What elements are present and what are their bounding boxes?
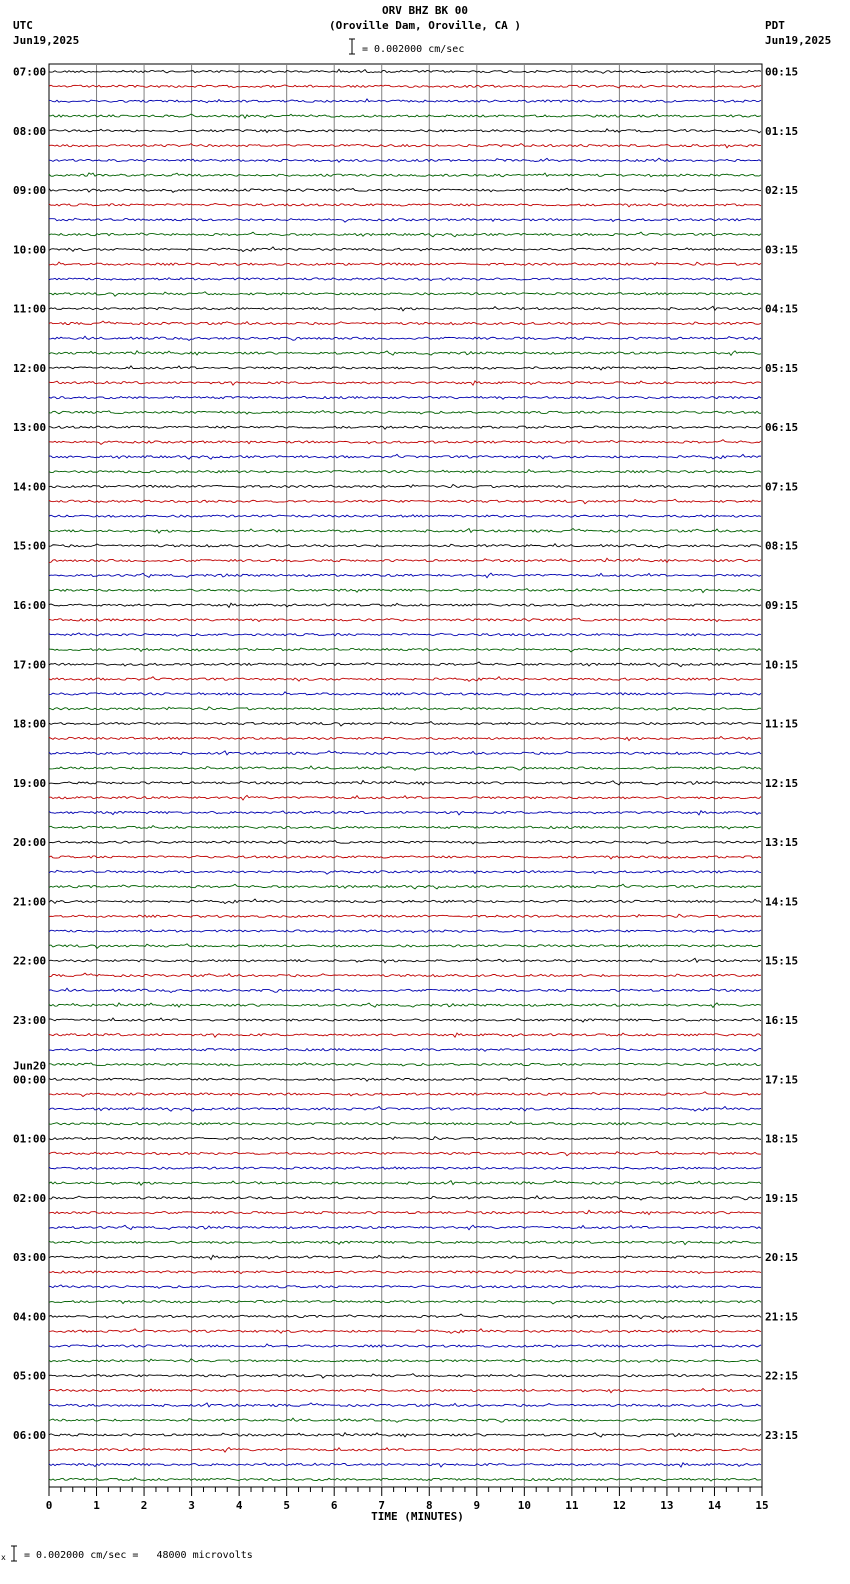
left-hour-label: 22:00 [13,954,47,968]
left-hour-label: 10:00 [13,243,47,257]
trace-line [49,99,761,103]
left-hour-label: 04:00 [13,1310,47,1324]
trace-line [49,1225,761,1230]
trace-line [49,751,761,755]
trace-line [49,1018,761,1022]
left-hour-label: 09:00 [13,184,47,198]
trace-line [49,411,761,415]
trace-line [49,515,761,517]
x-tick-label: 2 [140,1499,148,1512]
trace-line [49,173,761,177]
left-hour-label: 14:00 [13,480,47,494]
x-tick-label: 9 [473,1499,481,1512]
trace-line [49,1463,761,1467]
trace-line [49,485,761,488]
trace-line [49,1448,761,1453]
left-hour-label: 13:00 [13,421,47,435]
pdt-label: PDT [765,19,785,32]
left-hour-label: 06:00 [13,1428,47,1442]
right-hour-label: 00:15 [765,65,799,79]
trace-line [49,454,761,459]
trace-line [49,69,761,73]
trace-line [49,262,761,265]
right-hour-label: 19:15 [765,1191,799,1205]
right-hour-label: 04:15 [765,302,799,316]
left-hour-label: 17:00 [13,658,47,672]
x-tick-label: 10 [517,1499,531,1512]
trace-line [49,114,761,118]
trace-line [49,1418,761,1422]
x-tick-label: 8 [425,1499,433,1512]
left-hour-label: 01:00 [13,1132,47,1146]
trace-line [49,958,761,963]
svg-text:x: x [1,1553,6,1562]
trace-line [49,795,761,800]
trace-line [49,736,761,740]
footer-scale-note: = 0.002000 cm/sec = 48000 microvolts [24,1550,253,1561]
utc-date: Jun19,2025 [13,34,80,47]
trace-line [49,396,761,399]
trace-line [49,1122,761,1126]
trace-line [49,1151,761,1155]
trace-line [49,247,761,252]
trace-line [49,677,761,682]
left-hour-label: 15:00 [13,539,47,553]
right-hour-label: 09:15 [765,599,799,613]
trace-line [49,1181,761,1186]
pdt-date: Jun19,2025 [765,34,832,47]
trace-line [49,336,761,340]
trace-line [49,292,761,296]
left-hour-label: 11:00 [13,302,47,316]
footer-scale-bar-icon [0,1544,20,1564]
right-hour-label: 17:15 [765,1073,799,1087]
left-hour-label: 21:00 [13,895,47,909]
trace-line [49,573,761,578]
trace-line [49,1106,761,1111]
trace-line [49,988,761,992]
trace-line [49,1167,761,1169]
right-hour-label: 06:15 [765,421,799,435]
right-hour-label: 07:15 [765,480,799,494]
x-tick-label: 15 [755,1499,769,1512]
trace-line [49,1003,761,1008]
trace-line [49,1063,761,1067]
right-hour-label: 01:15 [765,124,799,138]
x-tick-label: 3 [188,1499,195,1512]
trace-line [49,529,761,534]
trace-line [49,158,761,162]
trace-line [49,1403,761,1407]
left-hour-label: 05:00 [13,1369,47,1383]
trace-line [49,633,761,636]
right-hour-label: 13:15 [765,836,799,850]
left-hour-label: 00:00 [13,1073,47,1087]
trace-line [49,589,761,593]
station-location: (Oroville Dam, Oroville, CA ) [328,19,522,32]
trace-line [49,218,761,222]
left-hour-label: 18:00 [13,717,47,731]
x-tick-label: 13 [660,1499,674,1512]
trace-line [49,1359,761,1363]
trace-line [49,1314,761,1319]
trace-line [49,603,761,607]
x-tick-label: 12 [612,1499,627,1512]
right-hour-label: 22:15 [765,1369,799,1383]
trace-line [49,662,761,667]
x-tick-label: 6 [330,1499,338,1512]
trace-line [49,811,761,815]
right-hour-label: 08:15 [765,539,799,553]
left-hour-label: 03:00 [13,1251,47,1265]
x-axis-label: TIME (MINUTES) [371,1510,464,1523]
left-hour-label: 07:00 [13,65,47,79]
trace-line [49,1033,761,1037]
trace-line [49,188,761,192]
trace-line [49,899,761,904]
trace-line [49,440,761,445]
trace-line [49,944,761,948]
trace-line [49,973,761,977]
trace-line [49,1478,761,1481]
trace-line [49,470,761,474]
right-hour-label: 03:15 [765,243,799,257]
trace-line [49,1389,761,1393]
trace-line [49,306,761,311]
trace-line [49,129,761,133]
left-hour-label: 02:00 [13,1191,47,1205]
trace-line [49,1374,761,1378]
trace-line [49,1137,761,1140]
right-hour-label: 21:15 [765,1310,799,1324]
right-hour-label: 16:15 [765,1013,799,1027]
trace-line [49,884,761,889]
trace-line [49,544,761,548]
trace-line [49,1241,761,1245]
right-hour-label: 12:15 [765,776,799,790]
trace-line [49,232,761,237]
trace-line [49,1196,761,1200]
trace-line [49,648,761,652]
trace-line [49,499,761,503]
trace-line [49,558,761,562]
right-hour-label: 23:15 [765,1428,799,1442]
trace-line [49,707,761,711]
trace-line [49,1285,761,1288]
left-hour-label: 08:00 [13,124,47,138]
trace-line [49,618,761,621]
trace-line [49,1092,761,1097]
trace-line [49,826,761,829]
trace-line [49,366,761,370]
trace-line [49,204,761,207]
trace-line [49,426,761,429]
trace-line [49,85,761,88]
right-hour-label: 11:15 [765,717,799,731]
trace-line [49,1078,761,1081]
station-title: ORV BHZ BK 00 [381,4,469,17]
trace-line [49,1433,761,1437]
right-hour-label: 02:15 [765,184,799,198]
left-hour-label: 12:00 [13,361,47,375]
trace-line [49,144,761,148]
trace-line [49,766,761,770]
trace-line [49,1329,761,1334]
x-tick-label: 11 [565,1499,579,1512]
plot-frame [49,64,762,1487]
right-hour-label: 05:15 [765,361,799,375]
header-scale-text: = 0.002000 cm/sec [362,44,465,55]
x-tick-label: 14 [707,1499,722,1512]
right-hour-label: 18:15 [765,1132,799,1146]
right-hour-label: 10:15 [765,658,799,672]
trace-line [49,381,761,385]
right-hour-label: 15:15 [765,954,799,968]
trace-line [49,1255,761,1259]
trace-line [49,1049,761,1052]
left-hour-label: 16:00 [13,599,47,613]
trace-line [49,692,761,695]
left-hour-label: 19:00 [13,776,47,790]
x-tick-label: 4 [235,1499,243,1512]
trace-line [49,781,761,785]
trace-line [49,351,761,356]
trace-line [49,1344,761,1347]
trace-line [49,321,761,325]
trace-line [49,856,761,859]
utc-label: UTC [13,19,33,32]
trace-line [49,870,761,874]
date-change-label: Jun20 [13,1059,47,1073]
trace-line [49,914,761,917]
trace-line [49,840,761,844]
x-tick-label: 5 [283,1499,290,1512]
right-hour-label: 14:15 [765,895,799,909]
trace-line [49,1270,761,1273]
trace-line [49,930,761,933]
x-tick-label: 7 [378,1499,386,1512]
trace-line [49,722,761,726]
right-hour-label: 20:15 [765,1251,799,1265]
x-tick-label: 0 [45,1499,53,1512]
trace-line [49,1300,761,1304]
left-hour-label: 23:00 [13,1013,47,1027]
left-hour-label: 20:00 [13,836,47,850]
trace-line [49,278,761,281]
trace-line [49,1210,761,1214]
x-tick-label: 1 [93,1499,100,1512]
